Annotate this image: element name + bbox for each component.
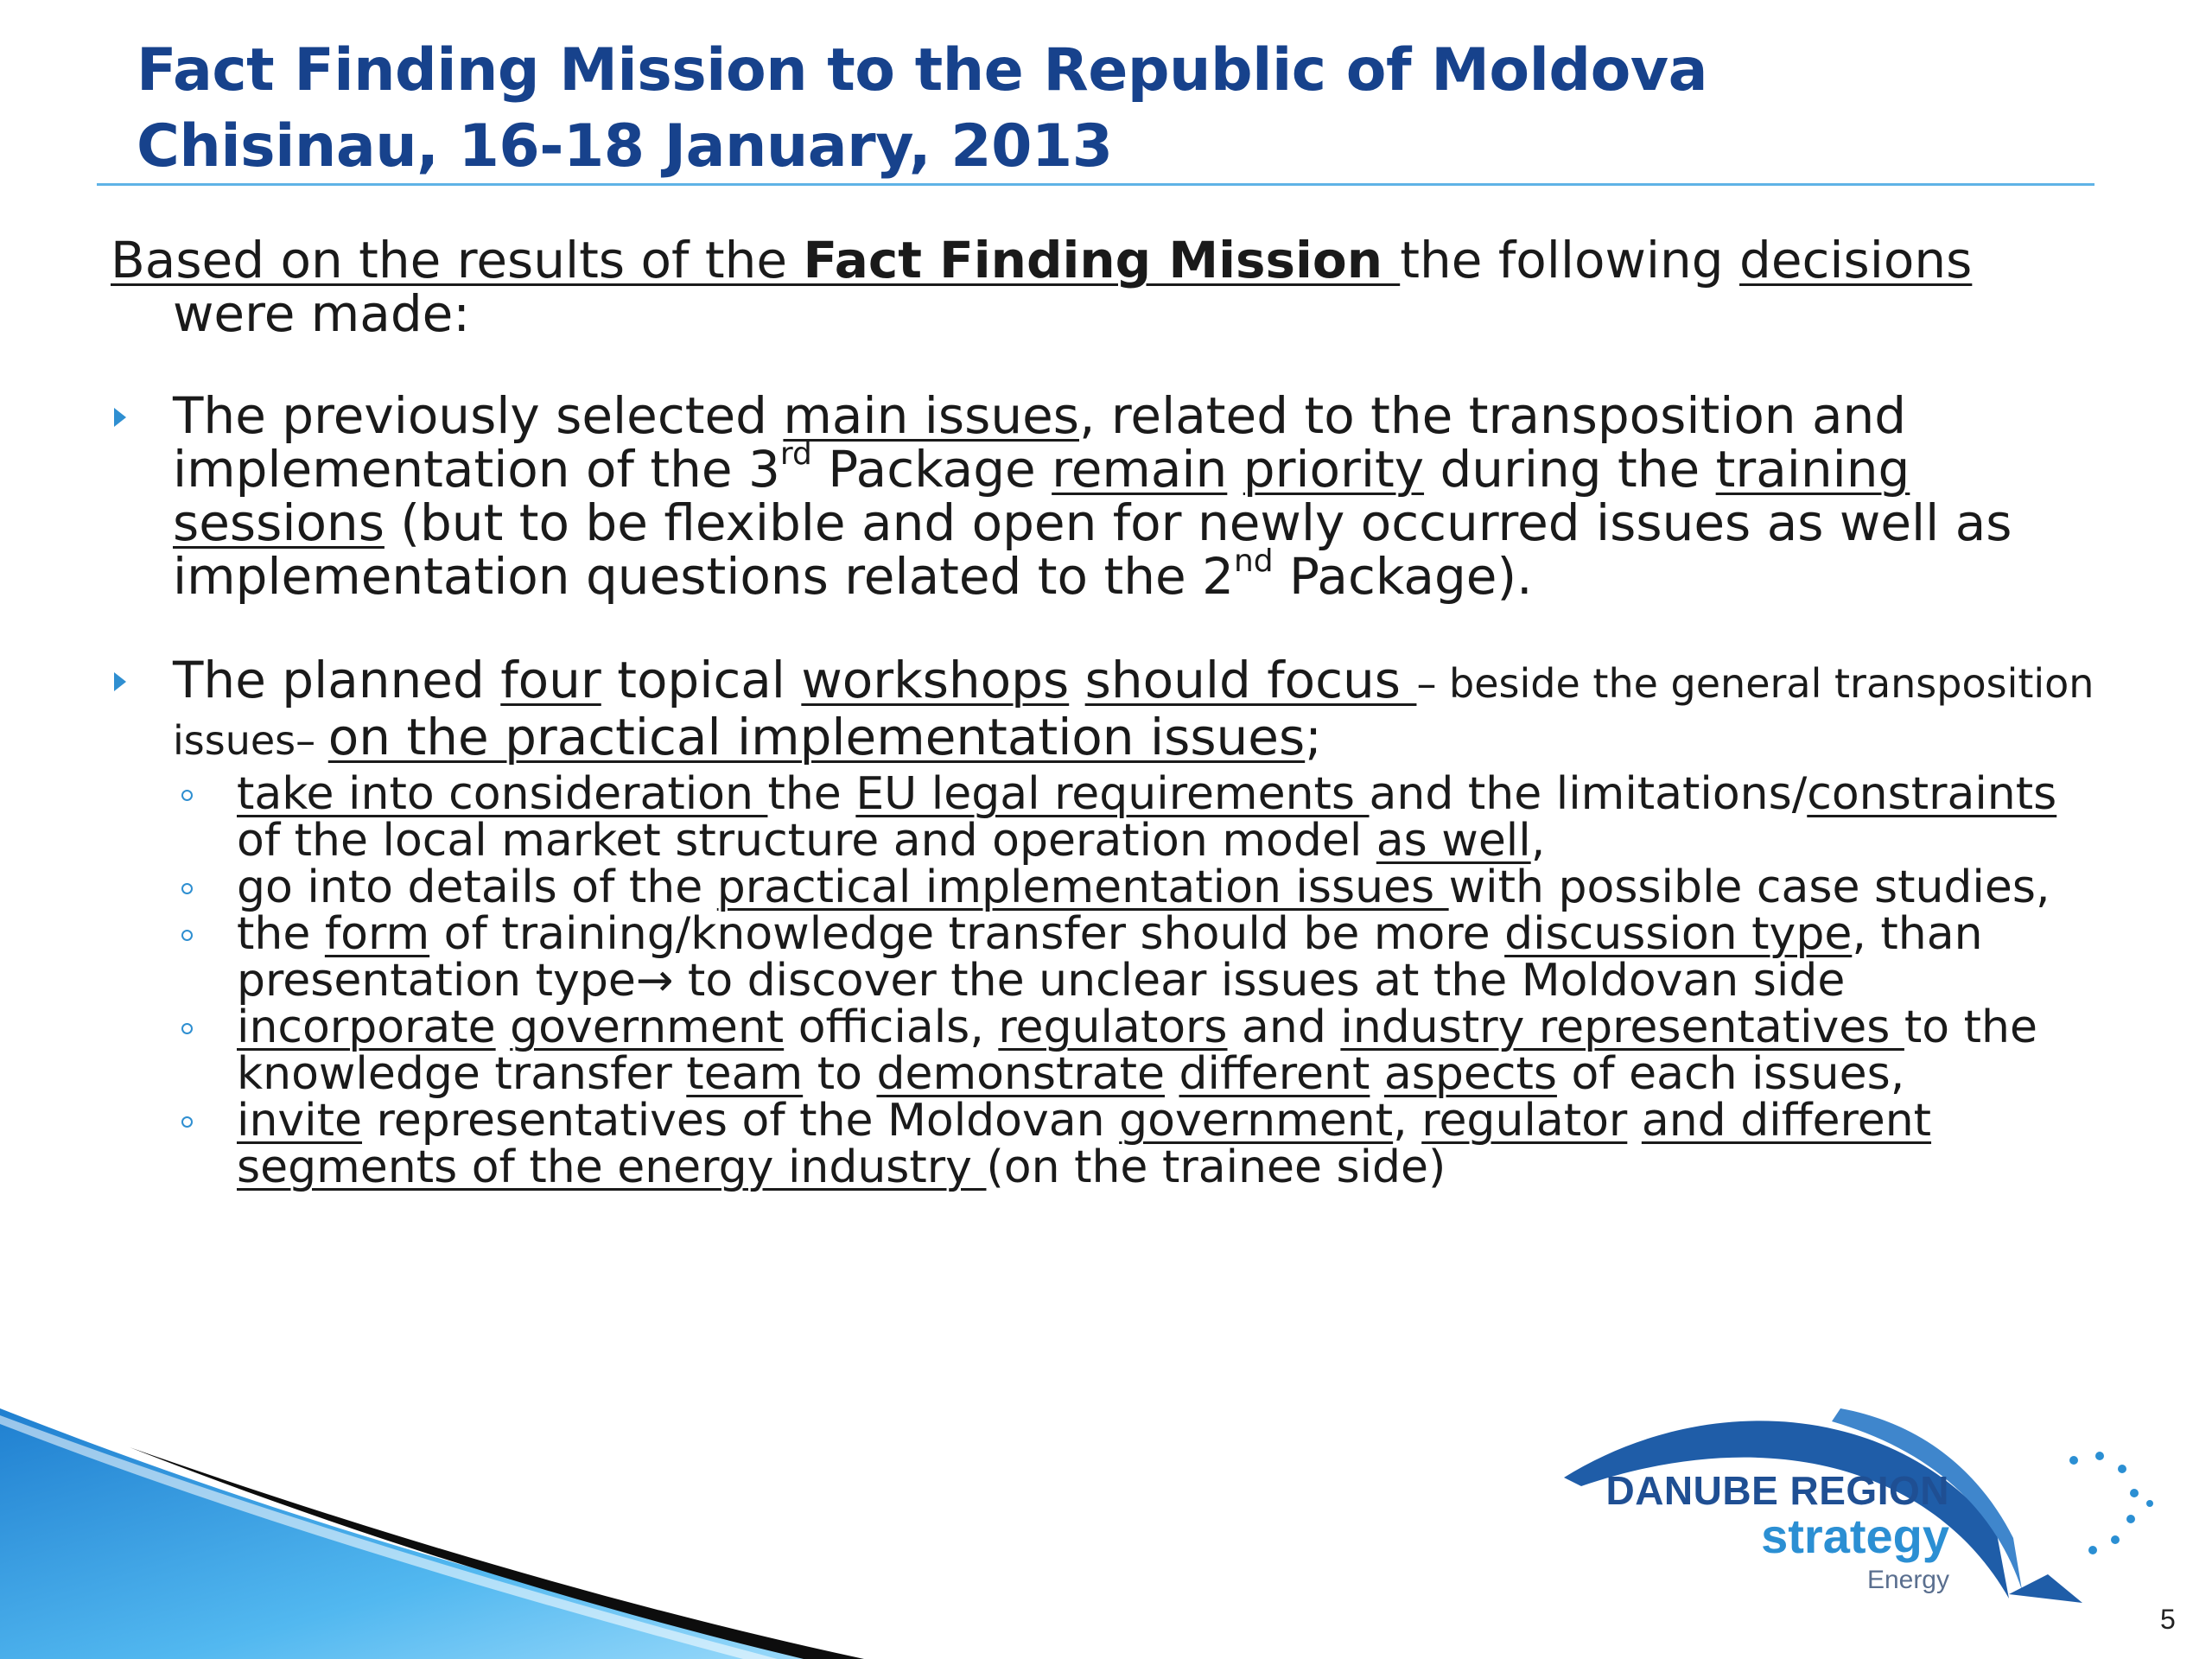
s4-space-3 — [1370, 1048, 1384, 1100]
circle-bullet-icon — [181, 1116, 193, 1128]
intro-paragraph — [111, 231, 2098, 343]
sub-item-invite-representatives — [111, 1097, 2098, 1191]
s4-space-2 — [1165, 1048, 1179, 1100]
slide-title — [137, 33, 1707, 185]
s3-form: form — [324, 908, 430, 960]
b2-practical-issues: on the practical implementation issues — [327, 708, 1306, 766]
b2-workshops: workshops — [801, 651, 1070, 709]
decorative-swoosh — [0, 1382, 1210, 1659]
s5-regulator: regulator — [1421, 1095, 1628, 1147]
s4-different: different — [1179, 1048, 1370, 1100]
b1-text-3: Package — [811, 440, 1052, 499]
s1-text-2: and the limitations/ — [1369, 768, 1808, 820]
b1-priority: priority — [1243, 440, 1425, 499]
logo-energy: Energy — [1866, 1566, 1949, 1594]
s4-team: team — [686, 1048, 804, 1100]
s4-demonstrate: demonstrate — [876, 1048, 1165, 1100]
s1-constraints: constraints — [1807, 768, 2057, 820]
s4-incorporate: incorporate — [237, 1001, 496, 1053]
b1-text-4: during the — [1424, 440, 1716, 499]
s5-text-1: representatives of the Moldovan — [362, 1095, 1120, 1147]
s1-as-well: as well — [1376, 815, 1531, 867]
b2-should-focus: should focus — [1084, 651, 1417, 709]
title-line-2: Chisinau, 16-18 January, 2013 — [137, 112, 1113, 181]
triangle-bullet-icon — [114, 672, 126, 691]
b1-text-5: (but to be flexible and open for newly occurred issues as well as implementation questions related to the 2 — [173, 493, 2012, 606]
s3-text-3: , than presentation type→ to discover the unclear issues at the Moldovan side — [237, 908, 1983, 1007]
b1-main-issues: main issues — [783, 386, 1079, 445]
s1-text-1: the — [767, 768, 856, 820]
s4-government: government — [510, 1001, 785, 1053]
b1-training-sessions: training sessions — [173, 440, 1910, 552]
s4-regulators: regulators — [998, 1001, 1228, 1053]
b1-sup-rd: rd — [779, 436, 812, 473]
b1-space — [1227, 440, 1243, 499]
s2-text-1: go into details of the — [237, 861, 717, 913]
s5-government: government — [1119, 1095, 1394, 1147]
b2-text-1: The planned — [173, 651, 501, 709]
s3-discussion-type: discussion type — [1504, 908, 1853, 960]
intro-decisions: decisions — [1739, 231, 1973, 289]
s1-comma: , — [1530, 815, 1546, 867]
s4-text-2: and — [1227, 1001, 1341, 1053]
sub-item-legal-requirements — [111, 768, 2098, 867]
b1-remain: remain — [1052, 440, 1228, 499]
s5-segments: and different segments of the energy industry — [237, 1095, 1932, 1193]
intro-text-3: were made: — [173, 284, 470, 343]
triangle-bullet-icon — [114, 408, 126, 427]
s4-text-4: to — [803, 1048, 877, 1100]
s4-text-3: to the knowledge transfer — [237, 1001, 2037, 1100]
b2-semicolon: ; — [1305, 708, 1322, 766]
logo-strategy: strategy — [1761, 1509, 1949, 1563]
sub-item-training-form — [111, 908, 2098, 1007]
circle-bullet-icon — [181, 1023, 193, 1034]
page-number: 5 — [2160, 1604, 2176, 1635]
intro-bold-mission: Fact Finding Mission — [803, 231, 1401, 289]
b1-text-2: , related to the transposition and implementation of the 3 — [173, 386, 1907, 499]
slide-body — [111, 233, 2098, 1191]
intro-underlined — [111, 231, 1400, 289]
b1-text-6: Package). — [1273, 547, 1533, 606]
s4-text-5: of each issues, — [1556, 1048, 1905, 1100]
s4-aspects: aspects — [1383, 1048, 1557, 1100]
b2-small-aside: – beside the general transposition issues– — [173, 660, 2094, 764]
circle-bullet-icon — [181, 930, 193, 941]
circle-bullet-icon — [181, 883, 193, 894]
s2-text-2: with possible case studies, — [1448, 861, 2050, 913]
sub-item-incorporate-officials — [111, 1001, 2098, 1100]
b1-text-1: The previously selected — [173, 386, 784, 445]
s5-comma: , — [1393, 1095, 1422, 1147]
b2-four: four — [500, 651, 601, 709]
logo-danube-region: DANUBE REGION — [1605, 1468, 1949, 1513]
s3-text-2: of training/knowledge transfer should be more — [429, 908, 1505, 960]
s5-invite: invite — [237, 1095, 363, 1147]
intro-text-2: the following — [1400, 231, 1740, 289]
s4-industry-reps: industry representatives — [1340, 1001, 1904, 1053]
sub-item-case-studies — [111, 861, 2098, 913]
circle-bullet-icon — [181, 790, 193, 801]
s5-text-2: (on the trainee side) — [986, 1141, 1446, 1193]
title-line-1: Fact Finding Mission to the Republic of Moldova — [137, 36, 1708, 105]
s5-space — [1627, 1095, 1642, 1147]
b2-space — [1069, 651, 1084, 709]
s1-text-3: of the local market structure and operation model — [237, 815, 1376, 867]
title-underline-rule — [97, 183, 2094, 186]
s1-eu-legal: EU legal requirements — [855, 768, 1370, 820]
b2-text-2: topical — [601, 651, 802, 709]
s4-space-1 — [496, 1001, 511, 1053]
bullet-workshops — [111, 653, 2098, 767]
bullet-main-issues — [111, 386, 2098, 606]
b1-sup-nd: nd — [1234, 543, 1274, 580]
s1-take-into-consideration: take into consideration — [237, 768, 768, 820]
s4-text-1: officials, — [784, 1001, 999, 1053]
s2-practical-issues: practical implementation issues — [716, 861, 1449, 913]
s3-text-1: the — [237, 908, 325, 960]
intro-text-1: Based on the results of the — [111, 231, 804, 289]
